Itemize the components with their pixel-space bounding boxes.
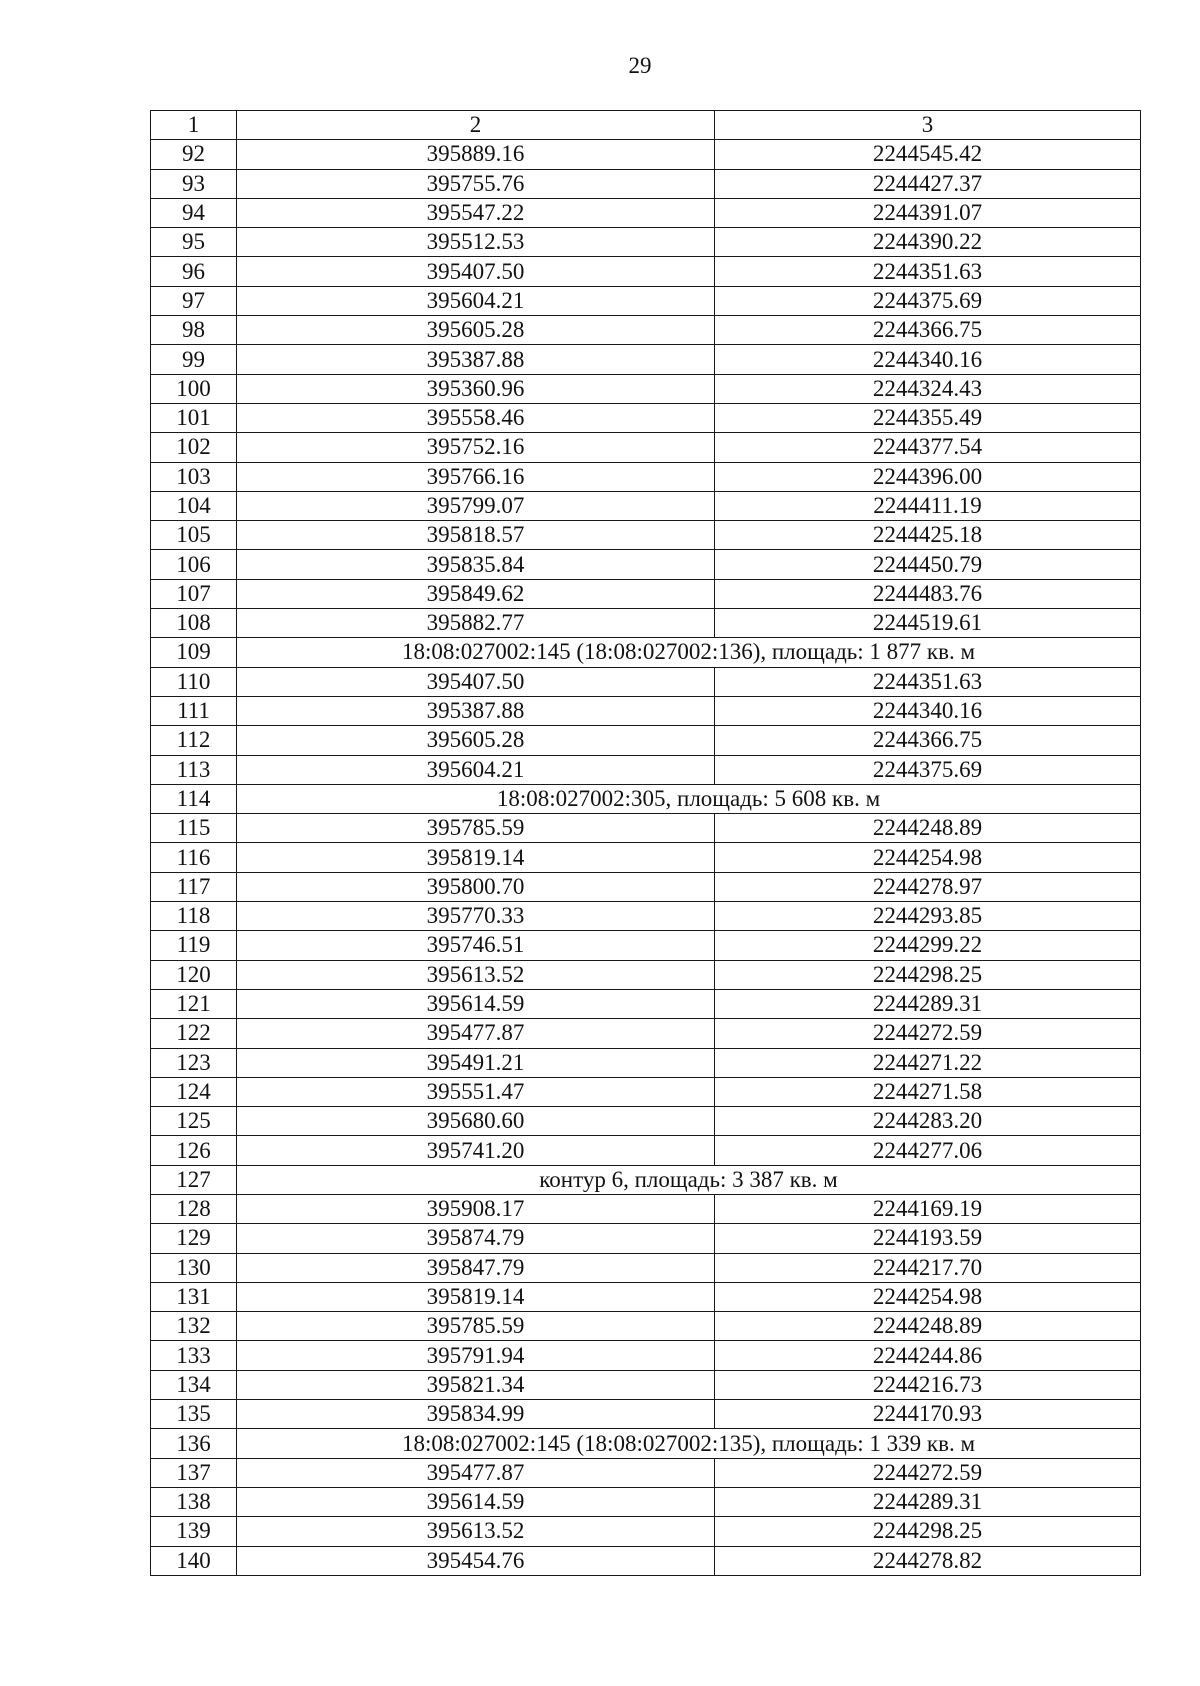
- point-number-cell: 127: [151, 1165, 237, 1194]
- coord-x-cell: 395800.70: [237, 872, 715, 901]
- section-row: [151, 1429, 1141, 1458]
- table-row: [151, 667, 1141, 696]
- coord-x-cell: 395387.88: [237, 345, 715, 374]
- coord-y-cell: 2244283.20: [715, 1107, 1141, 1136]
- table-row: [151, 1458, 1141, 1487]
- point-number-cell: 104: [151, 491, 237, 520]
- table-row: [151, 1546, 1141, 1575]
- point-number-cell: 125: [151, 1107, 237, 1136]
- coord-x-cell: 395791.94: [237, 1341, 715, 1370]
- coord-y-cell: 2244377.54: [715, 433, 1141, 462]
- table-row: [151, 521, 1141, 550]
- coord-x-cell: 395741.20: [237, 1136, 715, 1165]
- coord-x-cell: 395818.57: [237, 521, 715, 550]
- table-row: [151, 286, 1141, 315]
- table-row: [151, 872, 1141, 901]
- coord-y-cell: 2244254.98: [715, 1282, 1141, 1311]
- table-row: [151, 198, 1141, 227]
- page-number: 29: [628, 53, 652, 78]
- coord-x-cell: 395785.59: [237, 1312, 715, 1341]
- coord-y-cell: 2244248.89: [715, 814, 1141, 843]
- coord-x-cell: 395605.28: [237, 316, 715, 345]
- point-number-cell: 134: [151, 1370, 237, 1399]
- coord-y-cell: 2244248.89: [715, 1312, 1141, 1341]
- header-col-2: 2: [237, 111, 715, 140]
- section-label-cell: 18:08:027002:145 (18:08:027002:136), площадь: 1 877 кв. м: [237, 638, 1141, 667]
- section-label-cell: 18:08:027002:305, площадь: 5 608 кв. м: [237, 784, 1141, 813]
- coord-y-cell: 2244278.82: [715, 1546, 1141, 1575]
- coord-y-cell: 2244375.69: [715, 755, 1141, 784]
- table-row: [151, 169, 1141, 198]
- coord-x-cell: 395755.76: [237, 169, 715, 198]
- section-label-cell: 18:08:027002:145 (18:08:027002:135), площадь: 1 339 кв. м: [237, 1429, 1141, 1458]
- point-number-cell: 128: [151, 1194, 237, 1223]
- point-number-cell: 138: [151, 1487, 237, 1516]
- point-number-cell: 121: [151, 989, 237, 1018]
- coord-x-cell: 395477.87: [237, 1019, 715, 1048]
- coord-x-cell: 395477.87: [237, 1458, 715, 1487]
- point-number-cell: 124: [151, 1077, 237, 1106]
- coord-x-cell: 395454.76: [237, 1546, 715, 1575]
- coord-x-cell: 395766.16: [237, 462, 715, 491]
- coord-y-cell: 2244217.70: [715, 1253, 1141, 1282]
- point-number-cell: 131: [151, 1282, 237, 1311]
- point-number-cell: 92: [151, 140, 237, 169]
- coord-y-cell: 2244298.25: [715, 1517, 1141, 1546]
- table-row: [151, 550, 1141, 579]
- coord-x-cell: 395746.51: [237, 931, 715, 960]
- table-row: [151, 345, 1141, 374]
- coord-y-cell: 2244340.16: [715, 696, 1141, 725]
- coord-y-cell: 2244271.58: [715, 1077, 1141, 1106]
- coord-x-cell: 395799.07: [237, 491, 715, 520]
- point-number-cell: 112: [151, 726, 237, 755]
- table-row: [151, 1194, 1141, 1223]
- coord-y-cell: 2244375.69: [715, 286, 1141, 315]
- coord-x-cell: 395614.59: [237, 989, 715, 1018]
- coord-y-cell: 2244351.63: [715, 667, 1141, 696]
- coord-x-cell: 395605.28: [237, 726, 715, 755]
- point-number-cell: 133: [151, 1341, 237, 1370]
- coord-y-cell: 2244193.59: [715, 1224, 1141, 1253]
- table-row: [151, 1253, 1141, 1282]
- point-number-cell: 99: [151, 345, 237, 374]
- table-row: [151, 257, 1141, 286]
- coord-x-cell: 395752.16: [237, 433, 715, 462]
- coord-x-cell: 395908.17: [237, 1194, 715, 1223]
- point-number-cell: 115: [151, 814, 237, 843]
- coord-y-cell: 2244254.98: [715, 843, 1141, 872]
- coord-x-cell: 395407.50: [237, 257, 715, 286]
- point-number-cell: 94: [151, 198, 237, 227]
- coord-y-cell: 2244289.31: [715, 989, 1141, 1018]
- point-number-cell: 110: [151, 667, 237, 696]
- table-row: [151, 1107, 1141, 1136]
- coord-x-cell: 395849.62: [237, 579, 715, 608]
- coord-y-cell: 2244411.19: [715, 491, 1141, 520]
- section-row: [151, 784, 1141, 813]
- point-number-cell: 140: [151, 1546, 237, 1575]
- coord-y-cell: 2244293.85: [715, 902, 1141, 931]
- coord-y-cell: 2244271.22: [715, 1048, 1141, 1077]
- coord-x-cell: 395614.59: [237, 1487, 715, 1516]
- table-row: [151, 989, 1141, 1018]
- coord-x-cell: 395360.96: [237, 374, 715, 403]
- coord-y-cell: 2244340.16: [715, 345, 1141, 374]
- point-number-cell: 95: [151, 228, 237, 257]
- table-row: [151, 1048, 1141, 1077]
- point-number-cell: 120: [151, 960, 237, 989]
- point-number-cell: 100: [151, 374, 237, 403]
- coord-y-cell: 2244366.75: [715, 316, 1141, 345]
- table-row: [151, 1224, 1141, 1253]
- coord-x-cell: 395558.46: [237, 403, 715, 432]
- coordinates-table: [150, 110, 1141, 1576]
- coord-x-cell: 395551.47: [237, 1077, 715, 1106]
- table-row: [151, 1077, 1141, 1106]
- point-number-cell: 117: [151, 872, 237, 901]
- table-row: [151, 1341, 1141, 1370]
- table-row: [151, 902, 1141, 931]
- coord-x-cell: 395834.99: [237, 1400, 715, 1429]
- coord-x-cell: 395604.21: [237, 755, 715, 784]
- coord-y-cell: 2244272.59: [715, 1019, 1141, 1048]
- table-row: [151, 726, 1141, 755]
- section-label-cell: контур 6, площадь: 3 387 кв. м: [237, 1165, 1141, 1194]
- coord-y-cell: 2244272.59: [715, 1458, 1141, 1487]
- coord-x-cell: 395680.60: [237, 1107, 715, 1136]
- coord-y-cell: 2244545.42: [715, 140, 1141, 169]
- point-number-cell: 103: [151, 462, 237, 491]
- coord-x-cell: 395874.79: [237, 1224, 715, 1253]
- coord-y-cell: 2244390.22: [715, 228, 1141, 257]
- coord-y-cell: 2244278.97: [715, 872, 1141, 901]
- point-number-cell: 98: [151, 316, 237, 345]
- table-row: [151, 1312, 1141, 1341]
- table-row: [151, 1282, 1141, 1311]
- table-header-row: [151, 111, 1141, 140]
- coord-y-cell: 2244169.19: [715, 1194, 1141, 1223]
- point-number-cell: 97: [151, 286, 237, 315]
- section-row: [151, 1165, 1141, 1194]
- header-col-3: 3: [715, 111, 1141, 140]
- coordinates-table-body: [151, 111, 1141, 1576]
- coord-y-cell: 2244483.76: [715, 579, 1141, 608]
- coord-x-cell: 395847.79: [237, 1253, 715, 1282]
- coord-x-cell: 395613.52: [237, 1517, 715, 1546]
- coord-x-cell: 395821.34: [237, 1370, 715, 1399]
- table-row: [151, 696, 1141, 725]
- table-row: [151, 403, 1141, 432]
- coord-x-cell: 395882.77: [237, 609, 715, 638]
- coord-x-cell: 395387.88: [237, 696, 715, 725]
- point-number-cell: 122: [151, 1019, 237, 1048]
- coord-y-cell: 2244519.61: [715, 609, 1141, 638]
- coord-x-cell: 395785.59: [237, 814, 715, 843]
- point-number-cell: 96: [151, 257, 237, 286]
- table-row: [151, 1019, 1141, 1048]
- coord-y-cell: 2244450.79: [715, 550, 1141, 579]
- coord-y-cell: 2244324.43: [715, 374, 1141, 403]
- coord-y-cell: 2244244.86: [715, 1341, 1141, 1370]
- coord-x-cell: 395819.14: [237, 1282, 715, 1311]
- coord-y-cell: 2244391.07: [715, 198, 1141, 227]
- coord-y-cell: 2244298.25: [715, 960, 1141, 989]
- coord-y-cell: 2244425.18: [715, 521, 1141, 550]
- table-row: [151, 1517, 1141, 1546]
- coord-x-cell: 395770.33: [237, 902, 715, 931]
- table-row: [151, 140, 1141, 169]
- coord-y-cell: 2244277.06: [715, 1136, 1141, 1165]
- coord-y-cell: 2244351.63: [715, 257, 1141, 286]
- coord-x-cell: 395407.50: [237, 667, 715, 696]
- coord-y-cell: 2244289.31: [715, 1487, 1141, 1516]
- coord-x-cell: 395889.16: [237, 140, 715, 169]
- coord-x-cell: 395819.14: [237, 843, 715, 872]
- header-col-1: 1: [151, 111, 237, 140]
- point-number-cell: 107: [151, 579, 237, 608]
- coord-x-cell: 395491.21: [237, 1048, 715, 1077]
- table-row: [151, 1136, 1141, 1165]
- coord-y-cell: 2244170.93: [715, 1400, 1141, 1429]
- section-row: [151, 638, 1141, 667]
- point-number-cell: 129: [151, 1224, 237, 1253]
- coord-y-cell: 2244366.75: [715, 726, 1141, 755]
- coord-y-cell: 2244355.49: [715, 403, 1141, 432]
- table-row: [151, 1400, 1141, 1429]
- point-number-cell: 135: [151, 1400, 237, 1429]
- point-number-cell: 102: [151, 433, 237, 462]
- point-number-cell: 101: [151, 403, 237, 432]
- coord-y-cell: 2244216.73: [715, 1370, 1141, 1399]
- point-number-cell: 132: [151, 1312, 237, 1341]
- table-row: [151, 1370, 1141, 1399]
- point-number-cell: 105: [151, 521, 237, 550]
- coord-x-cell: 395613.52: [237, 960, 715, 989]
- table-row: [151, 316, 1141, 345]
- table-row: [151, 491, 1141, 520]
- point-number-cell: 139: [151, 1517, 237, 1546]
- point-number-cell: 111: [151, 696, 237, 725]
- coord-x-cell: 395547.22: [237, 198, 715, 227]
- point-number-cell: 130: [151, 1253, 237, 1282]
- point-number-cell: 93: [151, 169, 237, 198]
- table-row: [151, 931, 1141, 960]
- coord-y-cell: 2244396.00: [715, 462, 1141, 491]
- coord-x-cell: 395604.21: [237, 286, 715, 315]
- table-row: [151, 579, 1141, 608]
- table-row: [151, 228, 1141, 257]
- point-number-cell: 126: [151, 1136, 237, 1165]
- table-row: [151, 960, 1141, 989]
- coord-x-cell: 395512.53: [237, 228, 715, 257]
- point-number-cell: 119: [151, 931, 237, 960]
- coord-y-cell: 2244299.22: [715, 931, 1141, 960]
- table-row: [151, 843, 1141, 872]
- point-number-cell: 136: [151, 1429, 237, 1458]
- table-row: [151, 609, 1141, 638]
- point-number-cell: 118: [151, 902, 237, 931]
- table-row: [151, 1487, 1141, 1516]
- point-number-cell: 113: [151, 755, 237, 784]
- coord-x-cell: 395835.84: [237, 550, 715, 579]
- coord-y-cell: 2244427.37: [715, 169, 1141, 198]
- point-number-cell: 116: [151, 843, 237, 872]
- table-row: [151, 433, 1141, 462]
- table-row: [151, 814, 1141, 843]
- point-number-cell: 108: [151, 609, 237, 638]
- point-number-cell: 123: [151, 1048, 237, 1077]
- point-number-cell: 109: [151, 638, 237, 667]
- table-row: [151, 755, 1141, 784]
- point-number-cell: 106: [151, 550, 237, 579]
- point-number-cell: 114: [151, 784, 237, 813]
- point-number-cell: 137: [151, 1458, 237, 1487]
- table-row: [151, 374, 1141, 403]
- table-row: [151, 462, 1141, 491]
